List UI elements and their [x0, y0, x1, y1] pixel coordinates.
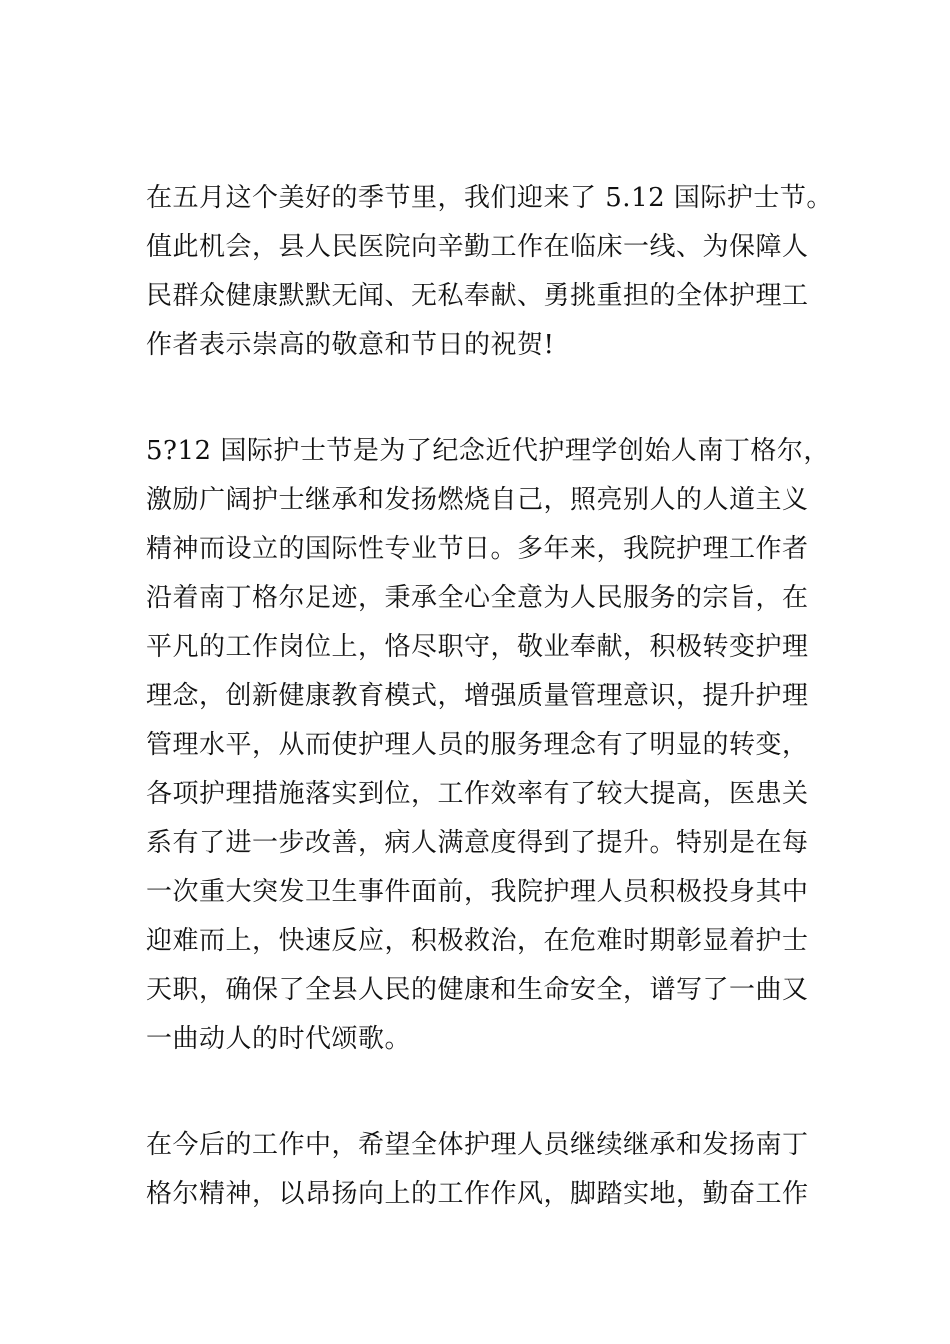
- text-line: 迎难而上，快速反应，积极救治，在危难时期彰显着护士: [146, 926, 809, 956]
- text-line: 作者表示崇高的敬意和节日的祝贺!: [146, 330, 555, 360]
- text-line: 民群众健康默默无闻、无私奉献、勇挑重担的全体护理工: [146, 281, 809, 311]
- text-line: 格尔精神，以昂扬向上的工作作风，脚踏实地，勤奋工作: [146, 1179, 809, 1209]
- text-line: 天职，确保了全县人民的健康和生命安全，谱写了一曲又: [146, 975, 809, 1005]
- text-line: 各项护理措施落实到位，工作效率有了较大提高，医患关: [146, 779, 809, 809]
- text-line: 管理水平，从而使护理人员的服务理念有了明显的转变，: [146, 730, 809, 760]
- text-line: 5?12 国际护士节是为了纪念近代护理学创始人南丁格尔，: [146, 436, 830, 466]
- text-line: 精神而设立的国际性专业节日。多年来，我院护理工作者: [146, 534, 809, 564]
- text-line: 值此机会，县人民医院向辛勤工作在临床一线、为保障人: [146, 232, 809, 262]
- text-line: 一曲动人的时代颂歌。: [146, 1024, 412, 1054]
- text-line: 系有了进一步改善，病人满意度得到了提升。特别是在每: [146, 828, 809, 858]
- text-line: 激励广阔护士继承和发扬燃烧自己，照亮别人的人道主义: [146, 485, 809, 515]
- text-line: 理念，创新健康教育模式，增强质量管理意识，提升护理: [146, 681, 809, 711]
- text-line: 在五月这个美好的季节里，我们迎来了 5.12 国际护士节。: [146, 183, 833, 213]
- text-line: 一次重大突发卫生事件面前，我院护理人员积极投身其中: [146, 877, 809, 907]
- text-line: 平凡的工作岗位上，恪尽职守，敬业奉献，积极转变护理: [146, 632, 809, 662]
- text-line: 在今后的工作中，希望全体护理人员继续继承和发扬南丁: [146, 1130, 809, 1160]
- text-line: 沿着南丁格尔足迹，秉承全心全意为人民服务的宗旨，在: [146, 583, 809, 613]
